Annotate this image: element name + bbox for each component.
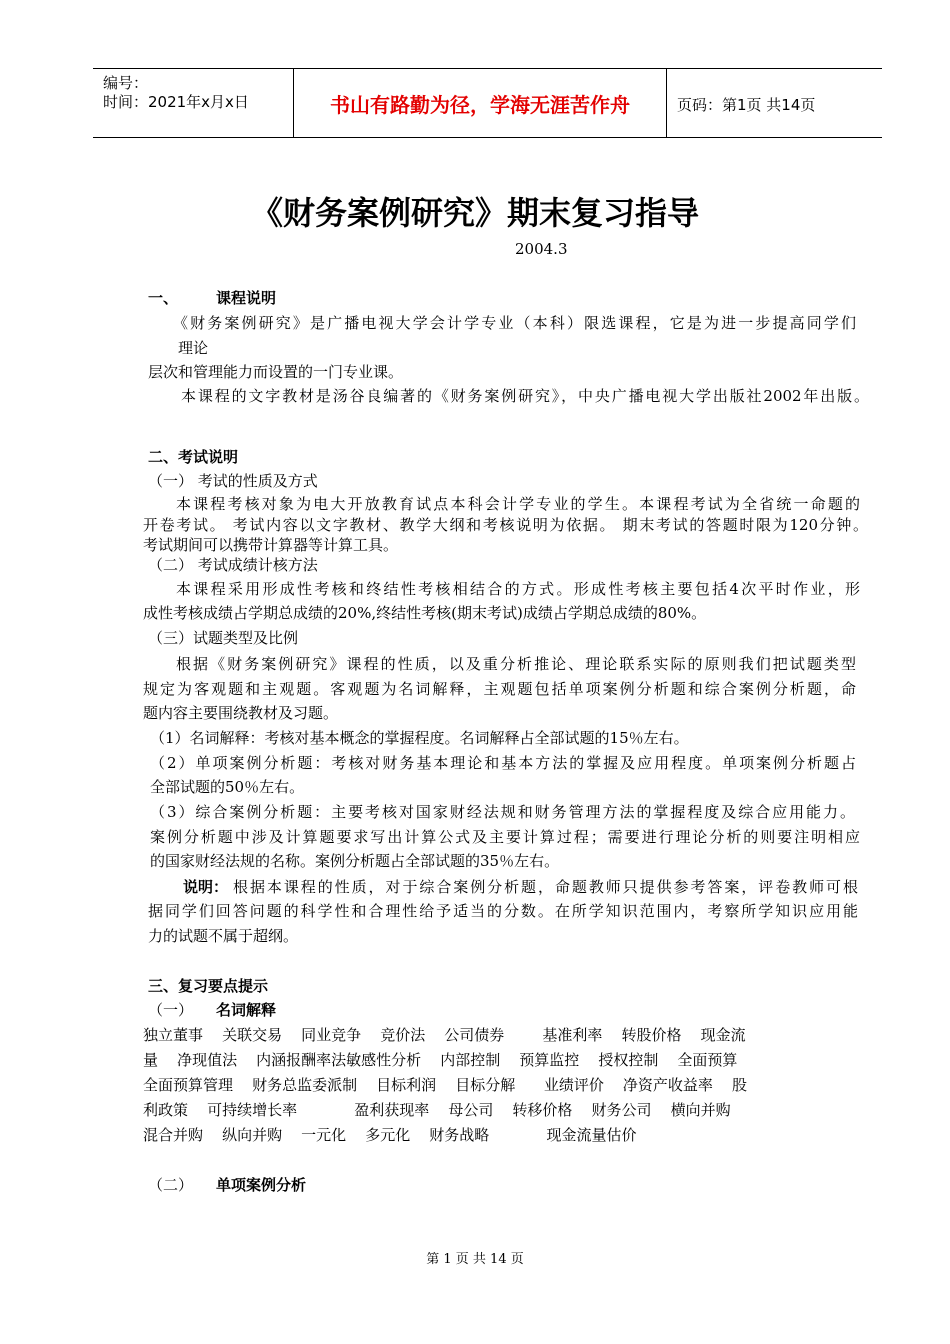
subsection-title: 单项案例分析 (216, 1176, 307, 1194)
paragraph-line: 题内容主要围绕教材及习题。 (143, 704, 339, 722)
time-label: 时间：2021年x月x日 (103, 93, 249, 111)
header-cell-motto (294, 69, 667, 137)
motto: 书山有路勤为径，学海无涯苦作舟 (330, 93, 630, 117)
note-line: 据同学们回答问题的科学性和合理性给予适当的分数。在所学知识范围内，考察所学知识应用能 (148, 902, 858, 920)
terms-line: 混合并购 纵向并购 一元化 多元化 财务战略 现金流量估价 (143, 1126, 637, 1144)
paragraph-line: 层次和管理能力而设置的一门专业课。 (148, 363, 404, 381)
header-cell-page (667, 69, 882, 137)
paragraph-line: 成性考核成绩占学期总成绩的20%,终结性考核(期末考试)成绩占学期总成绩的80%。 (143, 604, 707, 622)
header-cell-info (93, 69, 294, 137)
subsection-number: （一） (148, 1001, 194, 1019)
note-line: 力的试题不属于超纲。 (148, 927, 299, 945)
page-title: 《财务案例研究》期末复习指导 (250, 194, 699, 232)
list-item: 全部试题的50％左右。 (150, 778, 305, 796)
terms-line: 量 净现值法 内涵报酬率法敏感性分析 内部控制 预算监控 授权控制 全面预算 (143, 1051, 738, 1069)
paragraph-line: 考试期间可以携带计算器等计算工具。 (143, 536, 399, 554)
paragraph-line: 开卷考试。 考试内容以文字教材、教学大纲和考核说明为依据。 期末考试的答题时限为120分钟。 (143, 516, 868, 534)
section-2-title: 二、考试说明 (148, 448, 239, 466)
number-label: 编号： (103, 74, 149, 92)
list-item: （1）名词解释：考核对基本概念的掌握程度。名词解释占全部试题的15％左右。 (150, 729, 689, 747)
page-footer: 第 1 页 共 14 页 (426, 1252, 524, 1267)
list-item: 案例分析题中涉及计算题要求写出计算公式及主要计算过程；需要进行理论分析的则要注明相应 (150, 828, 860, 846)
date: 2004.3 (515, 240, 568, 258)
terms-line: 利政策 可持续增长率 盈利获现率 母公司 转移价格 财务公司 横向并购 (143, 1101, 731, 1119)
page-label: 页码：第1页 共14页 (677, 96, 816, 114)
section-1-title: 课程说明 (216, 289, 277, 307)
header-table (93, 68, 882, 138)
paragraph-line: 《财务案例研究》是广播电视大学会计学专业（本科）限选课程，它是为进一步提高同学们 (173, 314, 856, 332)
paragraph-line: 本课程考核对象为电大开放教育试点本科会计学专业的学生。本课程考试为全省统一命题的 (176, 495, 860, 513)
paragraph-line: 本课程的文字教材是汤谷良编著的《财务案例研究》，中央广播电视大学出版社2002年出版。 (181, 387, 869, 405)
subsection-heading: （三）试题类型及比例 (148, 629, 299, 647)
note-label: 说明： (183, 878, 229, 896)
paragraph-line: 本课程采用形成性考核和终结性考核相结合的方式。形成性考核主要包括4次平时作业，形 (176, 580, 860, 598)
subsection-heading: （一） 考试的性质及方式 (148, 472, 318, 490)
list-item: （2）单项案例分析题：考核对财务基本理论和基本方法的掌握及应用程度。单项案例分析题占 (150, 754, 856, 772)
paragraph-line: 理论 (178, 339, 209, 357)
list-item: 的国家财经法规的名称。案例分析题占全部试题的35％左右。 (150, 852, 560, 870)
paragraph-line: 根据《财务案例研究》课程的性质，以及重分析推论、理论联系实际的原则我们把试题类型 (176, 655, 856, 673)
terms-line: 独立董事 关联交易 同业竞争 竞价法 公司债券 基准利率 转股价格 现金流 (143, 1026, 746, 1044)
list-item: （3）综合案例分析题：主要考核对国家财经法规和财务管理方法的掌握程度及综合应用能力。 (150, 803, 855, 821)
terms-line: 全面预算管理 财务总监委派制 目标利润 目标分解 业绩评价 净资产收益率 股 (143, 1076, 747, 1094)
section-1-number: 一、 (148, 289, 179, 307)
subsection-number: （二） (148, 1176, 194, 1194)
subsection-title: 名词解释 (216, 1001, 277, 1019)
note-line: 根据本课程的性质，对于综合案例分析题，命题教师只提供参考答案，评卷教师可根 (233, 878, 858, 896)
subsection-heading: （二） 考试成绩计核方法 (148, 556, 318, 574)
paragraph-line: 规定为客观题和主观题。客观题为名词解释，主观题包括单项案例分析题和综合案例分析题，命 (143, 680, 856, 698)
section-3-title: 三、复习要点提示 (148, 977, 269, 995)
